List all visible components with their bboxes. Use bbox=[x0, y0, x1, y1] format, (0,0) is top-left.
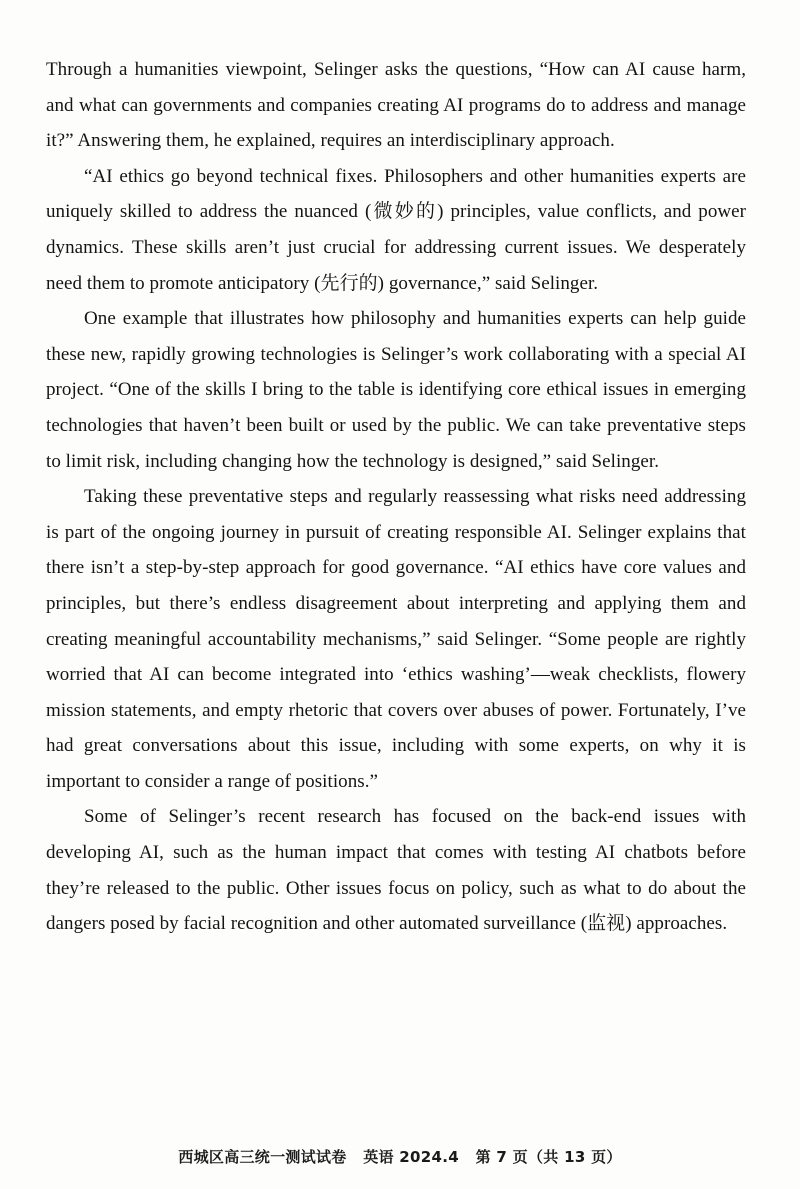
paragraph-4: Taking these preventative steps and regularly reassessing what risks need addressing is part of the ongoing journey in pursuit of creating responsible AI. Selinger explains that there isn’t a step-by-step approach for good governance. “AI ethics have core values and principles, but there’s endless disagreement about interpreting and applying them and creating meaningful accountability mechanisms,” said Selinger. “Some people are rightly worried that AI can become integrated into ‘ethics washing’—weak checklists, flowery mission statements, and empty rhetoric that covers over abuses of power. Fortunately, I’ve had great conversations about this issue, including with some experts, on why it is important to consider a range of positions.” bbox=[46, 486, 746, 792]
footer-exam-title: 西城区高三统一测试试卷 bbox=[178, 1148, 347, 1166]
paragraph-5: Some of Selinger’s recent research has focused on the back-end issues with developing AI, such as the human impact that comes with testing AI chatbots before they’re released to the public. Other issues focus on policy, such as what to do about the dangers posed by facial recognition and other automated surveillance (监视) approaches. bbox=[46, 806, 746, 935]
article-body bbox=[46, 52, 746, 942]
paragraph-1: Through a humanities viewpoint, Selinger asks the questions, “How can AI cause harm, and what can governments and companies creating AI programs do to address and manage it?” Answering them, he explained, requires an interdisciplinary approach. bbox=[46, 59, 746, 152]
paragraph-2: “AI ethics go beyond technical fixes. Philosophers and other humanities experts are uniquely skilled to address the nuanced (微妙的) principles, value conflicts, and power dynamics. These skills aren’t just crucial for addressing current issues. We desperately need them to promote anticipatory (先行的) governance,” said Selinger. bbox=[46, 165, 746, 294]
paragraph-3: One example that illustrates how philosophy and humanities experts can help guide these new, rapidly growing technologies is Selinger’s work collaborating with a special AI project. “One of the skills I bring to the table is identifying core ethical issues in emerging technologies that haven’t been built or used by the public. We can take preventative steps to limit risk, including changing how the technology is designed,” said Selinger. bbox=[46, 308, 746, 472]
page-footer bbox=[0, 1146, 800, 1167]
footer-subject-date: 英语 2024.4 bbox=[363, 1148, 459, 1166]
footer-page-info: 第 7 页（共 13 页） bbox=[475, 1148, 622, 1166]
